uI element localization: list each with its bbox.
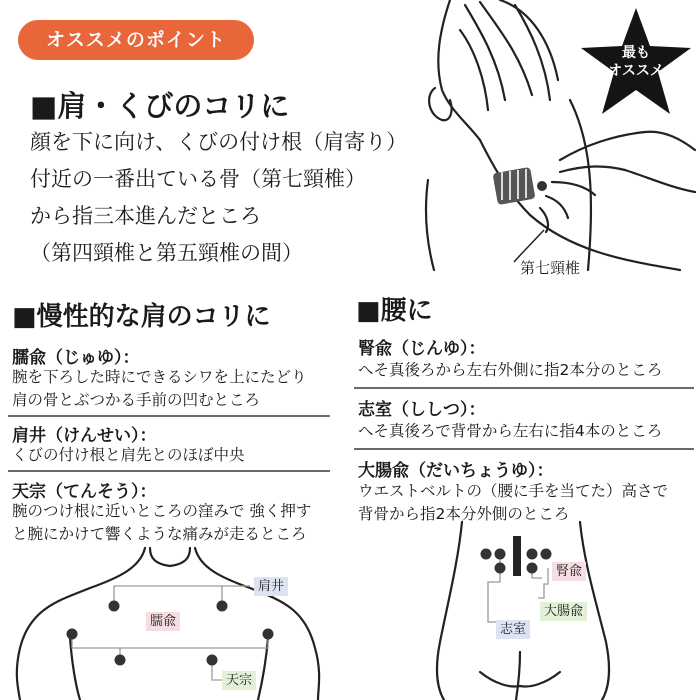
entry-line: くびの付け根と肩先とのほぼ中央 [12, 446, 245, 464]
entry-line: 肩の骨とぶつかる手前の凹むところ [12, 391, 261, 409]
main-line: から指三本進んだところ [30, 204, 261, 228]
entry-title: 腎兪（じんゆ）： [358, 339, 486, 359]
divider [354, 387, 694, 389]
entry-line: 背骨から指2本分外側のところ [358, 505, 570, 523]
entry-title: 肩井（けんせい）： [12, 426, 157, 446]
label-tenso: 天宗 [222, 671, 256, 690]
star-label [600, 44, 672, 80]
main-line: （第四頸椎と第五頸椎の間） [30, 241, 303, 265]
entry-text [12, 444, 245, 467]
label-kensei: 肩井 [254, 577, 288, 596]
main-line: 付近の一番出ている骨（第七頸椎） [30, 167, 366, 191]
main-title: ■肩・くびのコリに [30, 89, 290, 123]
entry-text [12, 500, 311, 546]
entry-line: ウエストベルトの（腰に手を当てた）高さで [358, 482, 669, 500]
entry-title: 臑兪（じゅゆ）： [12, 348, 140, 368]
entry-line: 腕のつけ根に近いところの窪みで 強く押す [12, 502, 312, 520]
star-line: オススメ [608, 63, 664, 79]
neck-label: 第七頸椎 [520, 259, 581, 277]
star-line: 最も [622, 45, 650, 61]
entry-title: 天宗（てんそう）： [12, 482, 157, 502]
entry-text [12, 366, 307, 412]
section-title-lower-back: ■腰に [356, 296, 433, 326]
lower-back-illustration [420, 522, 630, 700]
entry-title: 志室（ししつ）： [358, 400, 486, 420]
main-line: 顔を下に向け、くびの付け根（肩寄り） [30, 130, 408, 154]
label-shishitsu: 志室 [496, 620, 530, 639]
divider [354, 448, 694, 450]
entry-text [358, 480, 668, 526]
entry-text [358, 420, 662, 443]
entry-line: へそ真後ろから左右外側に指2本分のところ [358, 361, 663, 379]
entry-line: へそ真後ろで背骨から左右に指4本のところ [358, 422, 663, 440]
section-title-shoulder: ■慢性的な肩のコリに [12, 302, 271, 332]
label-juyu: 臑兪 [146, 612, 180, 631]
recommend-badge: オススメのポイント [18, 20, 254, 60]
entry-line: 腕を下ろした時にできるシワを上にたどり [12, 368, 307, 386]
main-description [30, 124, 407, 272]
entry-line: と腕にかけて響くような痛みが走るところ [12, 525, 307, 543]
divider [8, 470, 330, 472]
label-jinyu: 腎兪 [552, 562, 586, 581]
entry-text [358, 359, 662, 382]
label-daichoyu: 大腸兪 [540, 602, 587, 621]
divider [8, 415, 330, 417]
entry-title: 大腸兪（だいちょうゆ）： [358, 461, 554, 481]
